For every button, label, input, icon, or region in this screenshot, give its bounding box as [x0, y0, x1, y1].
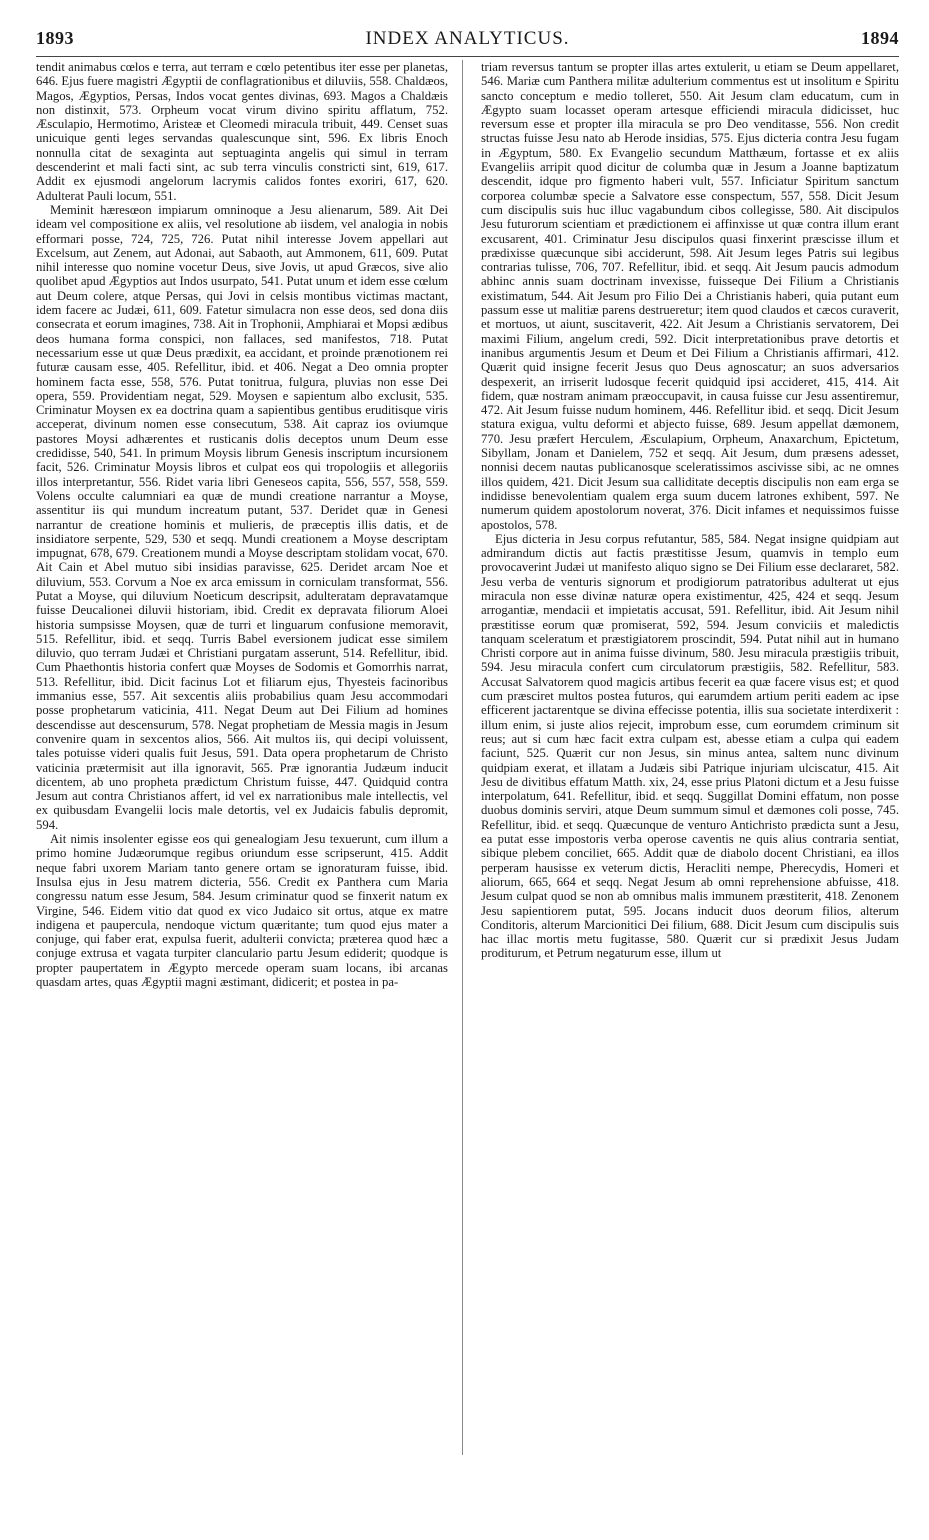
- page-header: [36, 28, 899, 56]
- right-paragraph-2: Ejus dicteria in Jesu corpus refutantur, 585, 584. Negat insigne quidpiam aut admirandum dictis aut factis præstitisse Jesum, quamvis in templo eum provocaverint Judæi ut manifesto aliquo signo se Dei Filium esse declararet, 582. Jesu verba de venturis signorum et prodigiorum patratoribus adulterat ut ejus miracula non esse divinæ naturæ opera existimentur, 425, 424 et seqq. Jesum arrogantiæ, mendacii et impietatis accusat, 591. Refellitur, ibid. Ait Jesum nihil præstitisse eorum quæ promiserat, 592, 594. Jesum conviciis et maledictis tanquam sceleratum et præstigiatorem proscindit, 594. Putat nihil aut in humano Christi corpore aut in anima fuisse divinum, 580. Jesu miracula præstigiis tribuit, 594. Jesu miracula confert cum circulatorum præstigiis, 582. Refellitur, 583. Accusat Salvatorem quod magicis artibus fecerit ea quæ facere visus est; et quod cum præsciret multos postea futuros, qui earumdem artium periti eadem ac ipse efficerent jactarentque se divina effecisse potentia, illis sua societate interdixerit : illum enim, si juste alios rejecit, improbum esse, cum eorumdem criminum sit reus; aut si cum hæc facit extra culpam est, abesse etiam a culpa qui eadem faciunt, 525. Quærit cur non Jesus, sin minus antea, saltem nunc divinum quidpiam exerat, et illatam a Judæis sibi Patrique injuriam ulciscatur, 415. Ait Jesu de divitibus effatum Matth. xix, 24, esse prius Platoni dictum et a Jesu fuisse interpolatum, 641. Refellitur, ibid. et seqq. Suggillat Domini effatum, non posse duobus dominis serviri, atque Deum summum simul et dæmones coli posse, 745. Refellitur, ibid. et seqq. Quæcunque de venturo Antichristo prædicta sunt a Jesu, ea putat esse impostoris verba operose caventis ne quis alius contraria sentiat, sibique plebem conciliet, 665. Addit quæ de diabolo docent Christiani, ea illos perperam hausisse ex veterum dictis, Heracliti nempe, Pherecydis, Homeri et aliorum, 665, 664 et seqq. Negat Jesum ab omni reprehensione abfuisse, 418. Jesum culpat quod se non ab omnibus malis immunem præstiterit, 418. Zenonem Jesu sapientiorem putat, 595. Jocans inducit duos deorum filios, alterum Conditoris, alterum Marcionitici Dei filium, 688. Dicit Jesum cum discipulis suis hac illac mortis metu fugitasse, 580. Quærit cur si prædixit Jesus Judam proditurum, et Petrum negaturum esse, illum ut: [481, 531, 899, 961]
- column-divider: [462, 60, 463, 1455]
- left-column: [36, 60, 448, 1515]
- right-paragraph-1: triam reversus tantum se propter illas artes extulerit, u etiam se Deum appellaret, 546. Mariæ cum Panthera militæ adulterium commentus est ut insolitum e Spiritu sancto conceptum e medio tolleret, 550. Ait Jesum clam educatum, cum in Ægypto suam locasset operam artesque efficiendi miracula didicisset, huc reversum esse et propter illa miracula se pro Deo venditasse, 556. Non credit structas fuisse Jesu nato ab Herode insidias, 575. Ejus dicteria contra Jesu fugam in Ægyptum, 580. Ex Evangelio secundum Matthæum, fortasse et ex aliis Evangeliis arripit quod dicitur de columba quæ in Jesum a Joanne baptizatum descendit, idque pro figmento haberi vult, 557. Inficiatur Spiritum sanctum corporea columbæ specie a Salvatore esse conspectum, 557, 558. Dicit Jesum cum discipulis suis huc illuc vagabundum cibos collegisse, 580. Ait discipulos Jesu futurorum scientiam et prædictionem ei affinxisse ut quæ contra illum erant excusarent, 401. Criminatur Jesu discipulos quasi finxerint præscisse illum et prædixisse quæcunque sibi acciderunt, 598. Ait Jesum leges Patris sui legibus contrarias tulisse, 706, 707. Refellitur, ibid. et seqq. Ait Jesum paucis admodum abhinc annis suam doctrinam invexisse, fuisseque Dei Filium a Christianis existimatum, 544. Ait Jesum pro Filio Dei a Christianis haberi, quia putant eum passum esse ut malitiæ parens destrueretur; item quod claudos et cæcos curaverit, et mortuos, ut aiunt, suscitaverit, 422. Ait Jesum a Christianis servatorem, Dei maximi Filium, angelum credi, 592. Dicit interpretationibus prave detortis et inanibus argumentis Jesum et Deum et Dei Filium a Christianis affirmari, 412. Quærit quid insigne fecerit Jesus quo Deus agnoscatur; an suos adversarios despexerit, an irriserit ludosque fecerit quidquid ipsi accideret, 415, 414. Ait fidem, quæ nostram animam præoccupavit, in causa fuisse cur Jesu assentiremur, 472. Ait Jesum fuisse nudum hominem, 446. Refellitur ibid. et seqq. Dicit Jesum statura exigua, vultu deformi et abjecto fuisse, 689. Jesum appellat dæmonem, 770. Jesu præfert Herculem, Æsculapium, Orpheum, Anaxarchum, Epictetum, Sibyllam, Jonam et Danielem, 752 et seqq. Ait Jesum, dum præsens adesset, nonnisi decem nautas publicanosque sceleratissimos ascivisse sibi, ac ne omnes illos quidem, 421. Dicit Jesum sua calliditate deceptis discipulis non eam erga se indidisse benevolentiam qualem erga suum ducem latrones exhibent, 597. Ne numerum quidem apostolorum noverat, 376. Dicit infames et nequissimos fuisse apostolos, 578.: [481, 60, 899, 532]
- left-paragraph-1: tendit animabus cœlos e terra, aut terram e cœlo petentibus iter esse per planetas, 646. Ejus fuere magistri Ægyptii de conflagrationibus et diluviis, 558. Chaldæos, Magos, Ægyptios, Persas, Indos vocat gentes divinas, 693. Magos a Chaldæis non distinxit, 573. Orpheum vocat virum divino spiritu afflatum, 752. Æsculapio, Hermotimo, Aristeæ et Cleomedi miracula tribuit, 449. Censet suas unicuique genti leges servandas qualescunque sint, 596. Ex libris Enoch nonnulla citat de sexaginta aut septuaginta angelis qui simul in terram descenderint et mali facti sint, ac sub terra vinculis constricti sint, 619, 617. Addit ex ejusmodi angelorum lacrymis calidos fontes exoriri, 617, 620. Adulterat Pauli locum, 551.: [36, 60, 448, 203]
- page-number-left: 1893: [36, 28, 74, 48]
- left-paragraph-2: Meminit hæresœon impiarum omninoque a Jesu alienarum, 589. Ait Dei ideam vel compositione ex aliis, vel resolutione ab iisdem, vel analogia in nobis efformari posse, 724, 725, 726. Putat nihil interesse Jovem appellari aut Excelsum, aut Zenem, aut Adonai, aut Sabaoth, aut Ammonem, 611, 609. Putat nihil interesse quo nomine vocetur Deus, sive Jovis, ut apud Græcos, sive alio quolibet apud Ægyptios aut Indos usurpato, 541. Putat unum et idem esse cœlum aut Deum colere, atque Persas, qui Jovi in celsis montibus victimas mactant, idem facere ac Judæi, 611, 609. Fatetur simulacra non esse deos, sed dona diis consecrata et eorum imagines, 738. Ait in Trophonii, Amphiarai et Mopsi ædibus deos humana forma conspici, non fallaces, sed manifestos, 718. Putat necessarium esse ut quæ Deus prædixit, ea accidant, et proinde prænotionem rei futuræ causam esse, 405. Refellitur, ibid. et 406. Negat a Deo omnia propter hominem facta esse, 558, 576. Putat tonitrua, fulgura, pluvias non esse Dei opera, 559. Providentiam negat, 529. Moysen e sapientum albo exclusit, 535. Criminatur Moysen ex ea doctrina quam a sapientibus gentibus eruditisque viris acceperat, divinum nomen esse consecutum, 538. Ait capraz ios oviumque pastores Moysi adhærentes et rusticanis dolis deceptos unum Deum esse credidisse, 540, 541. In primum Moysis librum Genesis inscriptum incursionem facit, 526. Criminatur Moysis libros et culpat eos qui tropologiis et allegoriis illos interpretantur, 556. Ridet varia libri Geneseos capita, 556, 557, 558, 559. Volens occulte calumniari ea quæ de mundi creatione narrantur a Moyse, assentitur iis qui mundum increatum putant, 537. Deridet quæ in Genesi narrantur de creatione hominis et mulieris, de præceptis illis datis, et de insidiatore serpente, 529, 530 et seqq. Mundi creationem a Moyse descriptam impugnat, 678, 679. Creationem mundi a Moyse descriptam stolidam vocat, 670. Ait Cain et Abel mutuo sibi insidias paravisse, 625. Deridet arcam Noe et diluvium, 553. Corvum a Noe ex arca emissum in corniculam transformat, 556. Putat a Moyse, qui diluvium Noeticum descripsit, adulteratam depravatamque fuisse Deucalionei diluvii historiam, ibid. Credit ex depravata filiorum Aloei historia sumpsisse Moysen, quæ de turri et linguarum confusione memoravit, 515. Refellitur, ibid. et seqq. Turris Babel eversionem judicat esse similem diluvio, quo terram Judæi et Christiani purgatam asserunt, 514. Refellitur, ibid. Cum Phaethontis historia confert quæ Moyses de Sodomis et Gomorrhis narrat, 513. Refellitur, ibid. Dicit facinus Lot et filiarum ejus, Thyesteis facinoribus immanius esse, 557. Ait sexcentis aliis probabilius quam Jesu accommodari posse prophetarum vaticinia, 411. Negat Deum aut Dei Filium ad homines descendisse aut descensurum, 578. Negat prophetiam de Messia magis in Jesum convenire quam in sexcentos alios, 566. Ait multos iis, qui decipi voluissent, tales potuisse videri qualis fuit Jesus, 591. Data opera prophetarum de Christo vaticinia prætermisit aut illa ignoravit, 565. Præ ignorantia Judæum inducit dicentem, ab uno propheta prædictum Christum fuisse, 447. Quidquid contra Jesum aut contra Christianos affert, id vel ex narrationibus male intellectis, vel ex quibusdam Evangelii locis male detortis, vel ex Judaicis fabulis depromit, 594.: [36, 202, 448, 832]
- header-rule: [36, 56, 899, 57]
- page-number-right: 1894: [861, 28, 899, 48]
- right-column: [481, 60, 899, 1515]
- left-paragraph-3: Ait nimis insolenter egisse eos qui genealogiam Jesu texuerunt, cum illum a primo homine Judæorumque regibus oriundum esse scripserunt, 415. Addit neque fabri uxorem Mariam tanto genere ortam se ignoraturam fuisse, ibid. Insulsa ejus in Jesu matrem dicteria, 556. Credit ex Panthera cum Maria congressu natum esse Jesum, 584. Jesum criminatur quod se finxerit natum ex Virgine, 546. Eidem vitio dat quod ex vico Judaico sit ortus, atque ex matre indigena et paupercula, nendoque victum quæritante; tum quod ejus mater a conjuge, qui faber erat, expulsa fuerit, adulterii convicta; præterea quod hæc a conjuge extrusa et vagata turpiter clanculario partu Jesum ediderit; quodque is propter paupertatem in Ægypto mercede operam suam locans, ibi arcanas quasdam artes, quas Ægyptii magni æstimant, didicerit; et postea in pa-: [36, 832, 448, 989]
- running-title: INDEX ANALYTICUS.: [365, 28, 570, 49]
